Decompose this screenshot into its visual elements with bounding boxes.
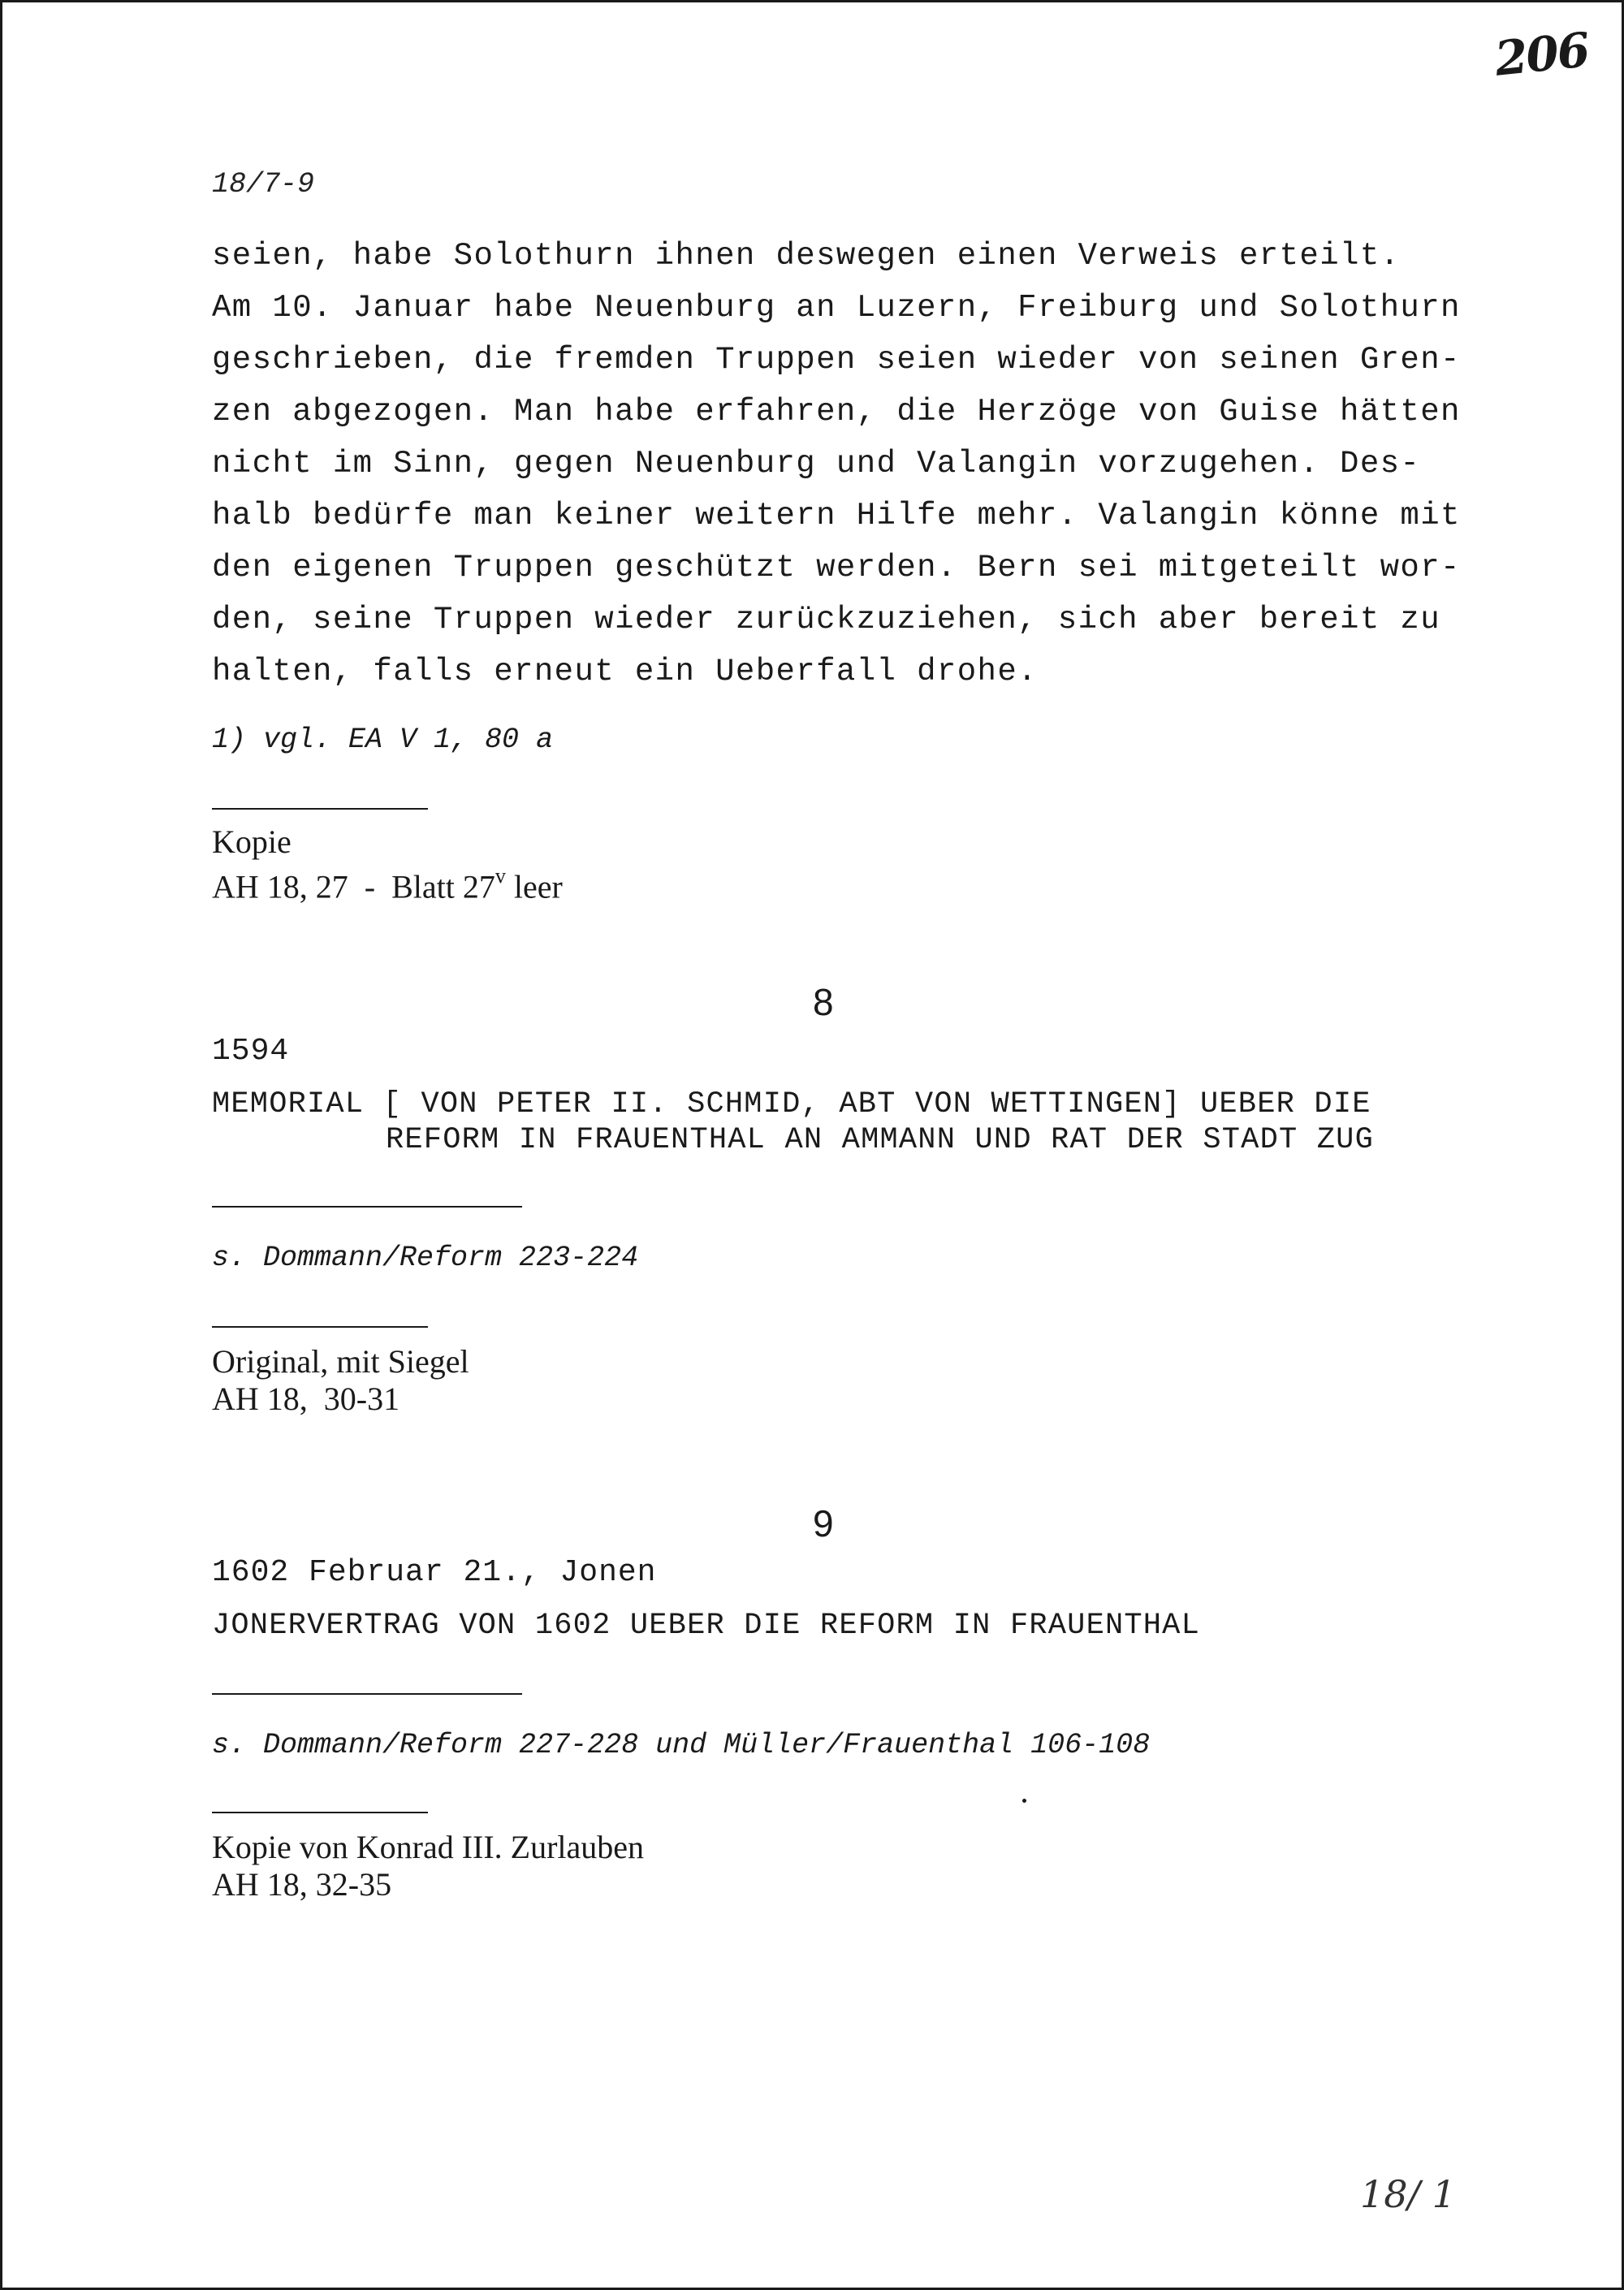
- entry9-title: JONERVERTRAG VON 1602 UEBER DIE REFORM IN FRAUENTHAL: [212, 1609, 1200, 1643]
- verso-superscript: v: [495, 864, 506, 888]
- entry-number-9: 9: [813, 1502, 834, 1545]
- body-line: den eigenen Truppen geschützt werden. Bern sei mitgeteilt wor-: [212, 550, 1461, 585]
- body-line: nicht im Sinn, gegen Neuenburg und Valangin vorzugehen. Des-: [212, 446, 1421, 482]
- entry8-date: 1594: [212, 1034, 290, 1069]
- entry7-source-type: Kopie: [212, 823, 292, 860]
- entry7-source-ref-prefix: AH 18, 27 - Blatt 27: [212, 868, 495, 905]
- separator-rule: [212, 1326, 428, 1328]
- footnote: 1) vgl. EA V 1, 80 a: [212, 724, 554, 756]
- body-line: Am 10. Januar habe Neuenburg an Luzern, Freiburg und Solothurn: [212, 290, 1461, 326]
- body-line: halb bedürfe man keiner weitern Hilfe mehr. Valangin könne mit: [212, 498, 1461, 534]
- entry8-source-ref: AH 18, 30-31: [212, 1380, 400, 1417]
- body-line: seien, habe Solothurn ihnen deswegen einen Verweis erteilt.: [212, 238, 1401, 274]
- separator-rule: [212, 1812, 428, 1813]
- entry8-source-type: Original, mit Siegel: [212, 1343, 469, 1380]
- entry9-literature: s. Dommann/Reform 227-228 und Müller/Frauenthal 106-108: [212, 1729, 1151, 1761]
- entry7-source-ref-suffix: leer: [505, 868, 563, 905]
- entry9-source-ref: AH 18, 32-35: [212, 1866, 392, 1903]
- handwritten-archive-mark: 18/ 1: [1360, 2172, 1456, 2216]
- entry7-source-ref: [212, 862, 563, 905]
- body-line: zen abgezogen. Man habe erfahren, die Herzöge von Guise hätten: [212, 394, 1461, 430]
- separator-rule: [212, 1206, 522, 1208]
- entry8-title-line-2: REFORM IN FRAUENTHAL AN AMMANN UND RAT DER STADT ZUG: [386, 1123, 1374, 1157]
- separator-rule: [212, 1693, 522, 1695]
- running-reference: 18/7-9: [212, 168, 315, 201]
- entry8-title-line-1: MEMORIAL [ VON PETER II. SCHMID, ABT VON WETTINGEN] UEBER DIE: [212, 1087, 1371, 1121]
- handwritten-page-number: 206: [1492, 22, 1592, 87]
- entry8-literature: s. Dommann/Reform 223-224: [212, 1242, 639, 1274]
- speck: [1022, 1799, 1026, 1803]
- entry9-date: 1602 Februar 21., Jonen: [212, 1555, 657, 1590]
- entry9-source-type: Kopie von Konrad III. Zurlauben: [212, 1829, 645, 1865]
- body-line: den, seine Truppen wieder zurückzuziehen, sich aber bereit zu: [212, 602, 1441, 637]
- separator-rule: [212, 808, 428, 810]
- body-text: [212, 230, 1461, 698]
- body-line: geschrieben, die fremden Truppen seien wieder von seinen Gren-: [212, 342, 1461, 378]
- entry-number-8: 8: [813, 981, 834, 1023]
- body-line: halten, falls erneut ein Ueberfall drohe.: [212, 654, 1038, 689]
